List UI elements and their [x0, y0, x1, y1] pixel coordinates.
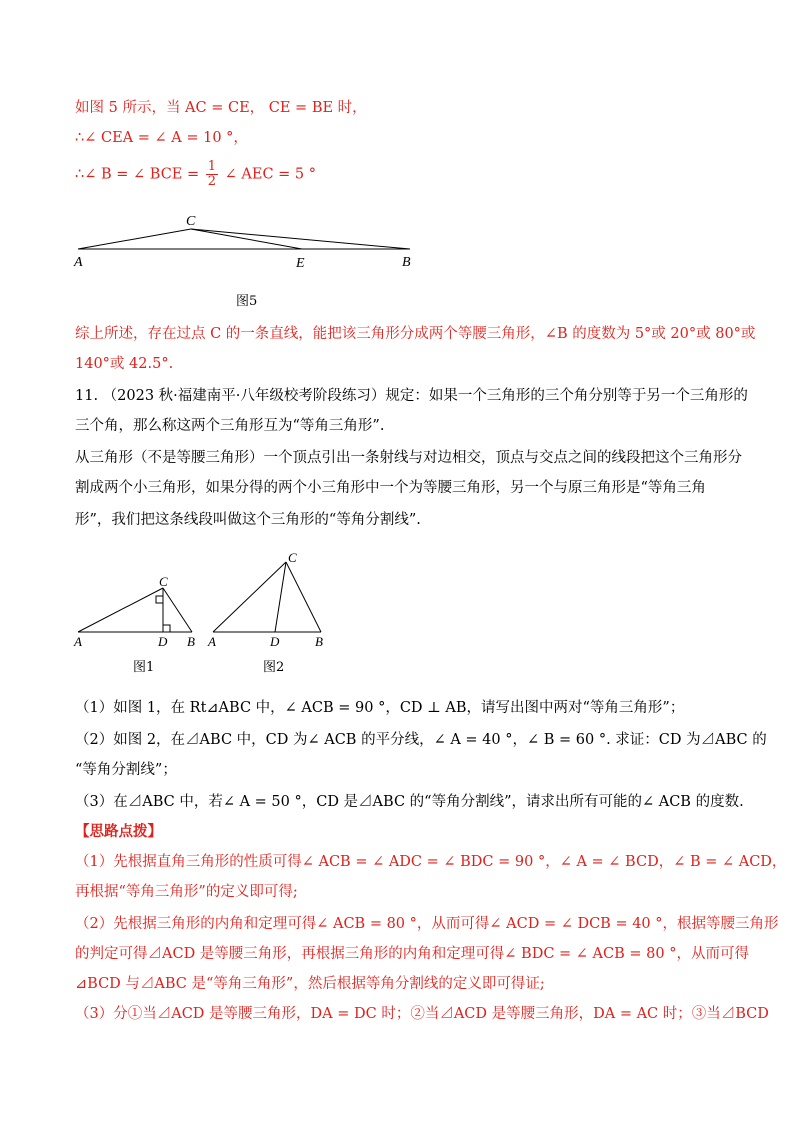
fig1-label-a: A [74, 634, 82, 649]
text-line-4: 综上所述，存在过点 C 的一条直线，能把该三角形分成两个等腰三角形，∠B 的度数为 5°或 20°或 80°或 [75, 326, 756, 342]
fraction-numerator: 1 [207, 159, 217, 174]
fig2-label-d: D [270, 634, 280, 648]
hint-1: （1）先根据直角三角形的性质可得∠ ACB = ∠ ADC = ∠ BDC = 90 °，∠ A = ∠ BCD，∠ B = ∠ ACD， [75, 854, 787, 870]
text-line-3 [75, 160, 316, 189]
text-line-7: 三个角，那么称这两个三角形互为“等角三角形”. [75, 418, 385, 434]
text-line-3a: ∴∠ B = ∠ BCE = [75, 166, 204, 183]
text-line-1: 如图 5 所示，当 AC = CE， CE = BE 时， [75, 100, 367, 116]
question-2b: “等角分割线”； [75, 762, 177, 778]
section-heading: 【思路点拨】 [75, 823, 162, 840]
text-line-10: 形”，我们把这条线段叫做这个三角形的“等角分割线”. [75, 512, 421, 528]
fig5-label-c: C [186, 214, 196, 229]
fraction-denominator: 2 [207, 174, 217, 189]
figure-1 [70, 568, 200, 650]
text-line-6: 11. （2023 秋·福建南平·八年级校考阶段练习）规定：如果一个三角形的三个角分别等于另一个三角形的 [75, 388, 748, 404]
fraction-half [206, 160, 218, 189]
fig2-label-a: A [208, 634, 216, 648]
fig2-caption: 图2 [263, 660, 285, 675]
figure-2 [205, 548, 335, 648]
question-3: （3）在⊿ABC 中，若∠ A = 50 °，CD 是⊿ABC 的“等角分割线”，请求出所有可能的∠ ACB 的度数. [75, 794, 744, 810]
fig5-label-e: E [296, 256, 305, 271]
hint-2: （2）先根据三角形的内角和定理可得∠ ACB = 80 °，从而可得∠ ACD = ∠ DCB = 40 °，根据等腰三角形 [75, 916, 779, 932]
fig5-label-a: A [74, 255, 83, 270]
hint-3: （3）分①当⊿ACD 是等腰三角形，DA = DC 时；②当⊿ACD 是等腰三角形，DA = AC 时；③当⊿BCD [75, 1006, 769, 1022]
fig1-caption: 图1 [133, 660, 155, 675]
text-line-9: 割成两个小三角形，如果分得的两个小三角形中一个为等腰三角形，另一个与原三角形是“等角三角 [75, 480, 706, 496]
hint-1b: 再根据“等角三角形”的定义即可得; [75, 884, 298, 900]
figure-5 [70, 210, 420, 272]
fig2-label-c: C [288, 550, 297, 565]
text-line-2: ∴∠ CEA = ∠ A = 10 °， [75, 130, 248, 146]
question-2: （2）如图 2，在⊿ABC 中，CD 为∠ ACB 的平分线，∠ A = 40 °，∠ B = 60 °. 求证：CD 为⊿ABC 的 [75, 732, 767, 748]
fig1-label-d: D [158, 634, 168, 649]
fig1-label-c: C [159, 574, 168, 589]
text-line-8: 从三角形（不是等腰三角形）一个顶点引出一条射线与对边相交，顶点与交点之间的线段把这个三角形分 [75, 450, 742, 466]
hint-2b: 的判定可得⊿ACD 是等腰三角形，再根据三角形的内角和定理可得∠ BDC = ∠ ACB = 80 °，从而可得 [75, 946, 749, 962]
hint-2c: ⊿BCD 与⊿ABC 是“等角三角形”，然后根据等角分割线的定义即可得证; [75, 976, 545, 992]
text-line-5: 140°或 42.5°. [75, 356, 174, 372]
fig2-label-b: B [315, 634, 323, 648]
text-line-3b: ∠ AEC = 5 ° [224, 166, 317, 183]
fig5-label-b: B [402, 255, 411, 270]
question-1: （1）如图 1，在 Rt⊿ABC 中，∠ ACB = 90 °，CD ⊥ AB，请写出图中两对“等角三角形”； [75, 700, 685, 716]
fig1-label-b: B [187, 634, 195, 649]
fig5-caption: 图5 [236, 294, 258, 309]
